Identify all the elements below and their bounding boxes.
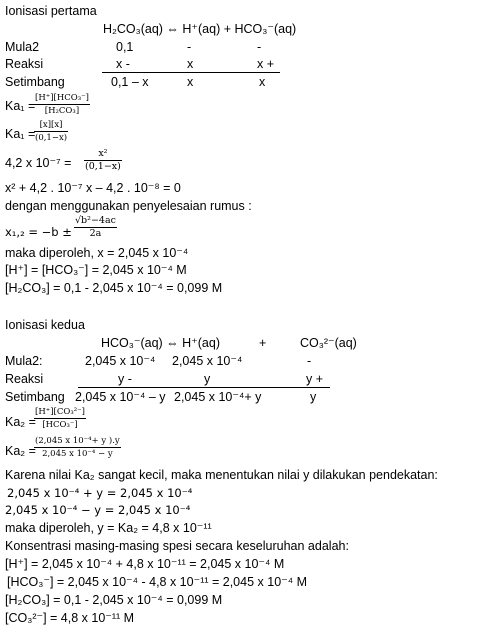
ka1-fraction — [34, 93, 90, 116]
ka1b-fraction — [34, 120, 68, 143]
eq3-fraction — [84, 149, 122, 172]
mula-value-1: 0,1 — [116, 40, 134, 54]
result2: [H⁺] = [HCO₃⁻] = 2,045 x 10⁻⁴ M — [5, 263, 187, 277]
ka2b-label: Ka₂ = — [5, 444, 36, 458]
result1: maka diperoleh, x = 2,045 x 10⁻⁴ — [5, 246, 189, 260]
x12-denominator: 2a — [89, 228, 102, 239]
setimbang2-value-1: 2,045 x 10⁻⁴ – y — [75, 390, 166, 404]
ka2b-numerator: (2,045 x 10⁻⁴+ y ).y — [35, 436, 120, 446]
conc-co3: [CO₃²⁻] = 4,8 x 10⁻¹¹ M — [5, 611, 135, 625]
eq3-denominator: (0,1−x) — [85, 161, 121, 172]
mula-value-3: - — [257, 40, 262, 54]
ka1-label: Ka₁ = — [5, 99, 36, 113]
karena-text: Karena nilai Ka₂ sangat kecil, maka menentukan nilai y dilakukan pendekatan: — [5, 468, 438, 482]
ka2-fraction — [34, 407, 86, 430]
x12-label: x₁,₂ = −b ± — [5, 225, 72, 239]
reaksi-value-1: x - — [116, 57, 130, 71]
ka2b-fraction — [34, 436, 121, 459]
reaksi2-value-2: y — [204, 372, 211, 386]
x12-numerator: √b²−4ac — [75, 215, 116, 226]
ka2-numerator: [H⁺][CO₃²⁻] — [35, 407, 85, 417]
eq3-left: 4,2 x 10⁻⁷ = — [5, 156, 72, 170]
approx-eq-2: 2,045 x 10⁻⁴ − y = 2,045 x 10⁻⁴ — [5, 503, 191, 517]
conc-h: [H⁺] = 2,045 x 10⁻⁴ + 4,8 x 10⁻¹¹ = 2,045 x 10⁻⁴ M — [5, 557, 285, 571]
reaction1-equation: H₂CO₃(aq) ⇔ H⁺(aq) + HCO₃⁻(aq) — [103, 22, 297, 36]
setimbang2-label: Setimbang — [5, 390, 65, 404]
setimbang-label: Setimbang — [5, 75, 65, 89]
ka1b-numerator: [x][x] — [39, 120, 63, 130]
mula2-value-2: 2,045 x 10⁻⁴ — [172, 354, 243, 368]
x12-fraction — [74, 216, 117, 239]
ka2-denominator: [HCO₃⁻] — [42, 420, 78, 430]
reaksi2-value-3: y + — [306, 372, 324, 386]
ka1-denominator: [H₂CO₃] — [44, 106, 80, 116]
eq3-numerator: x² — [98, 148, 108, 159]
quadratic-equation: x² + 4,2 . 10⁻⁷ x – 4,2 . 10⁻⁸ = 0 — [5, 181, 181, 195]
reaksi2-underline — [78, 387, 330, 388]
reaction2-plus: + — [259, 336, 267, 350]
setimbang2-value-3: y — [310, 390, 317, 404]
conc-h2co3: [H₂CO₃] = 0,1 - 2,045 x 10⁻⁴ = 0,099 M — [5, 593, 223, 607]
ka1b-denominator: (0,1−x) — [35, 133, 68, 143]
konsentrasi-text: Konsentrasi masing-masing spesi secara keseluruhan adalah: — [5, 539, 349, 553]
mula-label: Mula2 — [5, 40, 40, 54]
conc-hco3: [HCO₃⁻] = 2,045 x 10⁻⁴ - 4,8 x 10⁻¹¹ = 2,045 x 10⁻⁴ M — [7, 575, 307, 589]
ka1b-label: Ka₁ = — [5, 127, 36, 141]
section2-title: Ionisasi kedua — [5, 318, 85, 332]
result-y: maka diperoleh, y = Ka₂ = 4,8 x 10⁻¹¹ — [5, 521, 212, 535]
reaksi2-label: Reaksi — [5, 372, 44, 386]
section1-title: Ionisasi pertama — [5, 4, 97, 18]
ka1-numerator: [H⁺][HCO₃⁻] — [35, 93, 89, 103]
reaksi-value-3: x + — [257, 57, 275, 71]
setimbang-value-1: 0,1 – x — [111, 75, 149, 89]
reaction2-left: HCO₃⁻(aq) ⇔ H⁺(aq) — [101, 336, 220, 350]
mula2-value-3: - — [307, 354, 312, 368]
reaction2-right: CO₃²⁻(aq) — [300, 336, 357, 350]
mula2-value-1: 2,045 x 10⁻⁴ — [85, 354, 156, 368]
ka2b-denominator: 2,045 x 10⁻⁴ − y — [42, 449, 113, 459]
result3: [H₂CO₃] = 0,1 - 2,045 x 10⁻⁴ = 0,099 M — [5, 281, 223, 295]
setimbang-value-2: x — [187, 75, 194, 89]
mula-value-2: - — [187, 40, 192, 54]
setimbang2-value-2: 2,045 x 10⁻⁴+ y — [174, 390, 262, 404]
setimbang-value-3: x — [259, 75, 266, 89]
ka2-label: Ka₂ = — [5, 415, 36, 429]
rumus-text: dengan menggunakan penyelesaian rumus : — [5, 199, 252, 213]
approx-eq-1: 2,045 x 10⁻⁴ + y = 2,045 x 10⁻⁴ — [7, 486, 193, 500]
reaksi-value-2: x — [187, 57, 194, 71]
reaksi-label: Reaksi — [5, 57, 44, 71]
reaksi2-value-1: y - — [118, 372, 132, 386]
mula2-label: Mula2: — [5, 354, 43, 368]
reaksi-underline — [102, 72, 280, 73]
